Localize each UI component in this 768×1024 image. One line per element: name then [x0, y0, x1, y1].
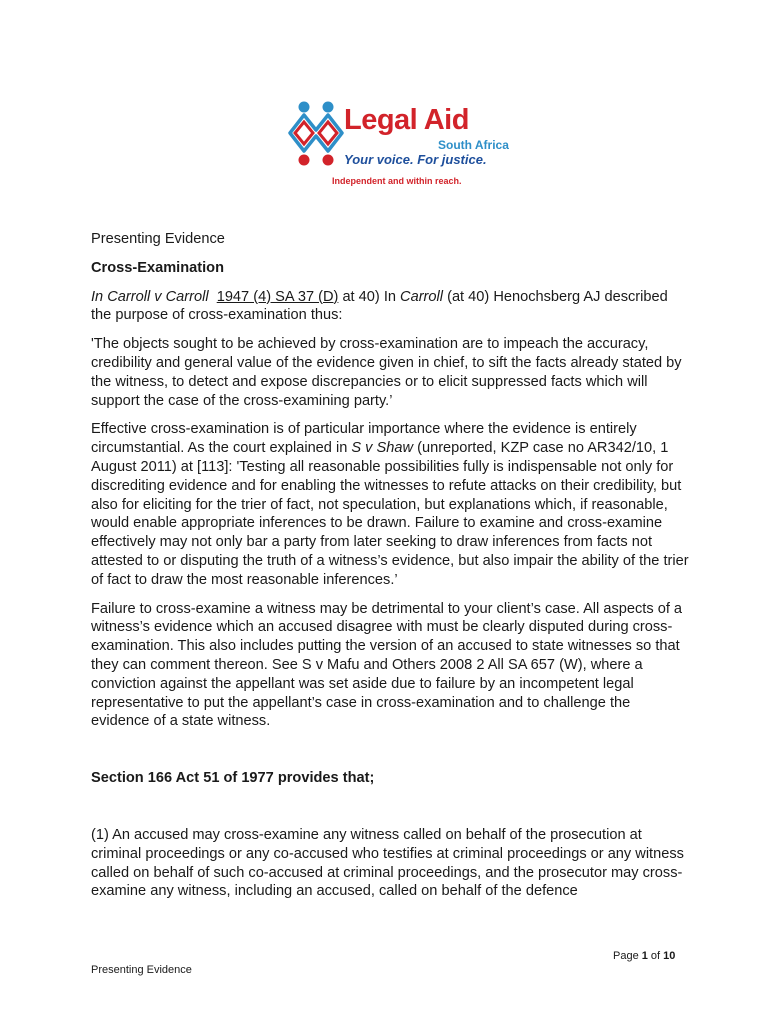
footer-title: Presenting Evidence — [91, 964, 192, 976]
case-name: In Carroll v Carroll — [91, 288, 209, 305]
document-heading: Presenting Evidence — [91, 231, 225, 247]
total-pages: 10 — [663, 950, 676, 962]
paragraph-failure: Failure to cross-examine a witness may be detrimental to your client’s case. All aspects of a witness’s evidence which an accused disagree with must be clearly disputed during cross-examination. This also includes putting the version of an accused to state witnesses so that they can comment thereon. See S v Mafu and Others 2008 2 All SA 657 (W), where a conviction against the appellant was set aside due to failure by an incompetent legal representative to put the appellant’s case in cross-examination and to challenge the evidence of a state witness. — [91, 600, 683, 730]
section-heading: Section 166 Act 51 of 1977 provides that; — [91, 770, 375, 787]
logo-tagline: Independent and within reach. — [332, 176, 462, 186]
logo-slogan: Your voice. For justice. — [344, 152, 487, 167]
paragraph-section-166: (1) An accused may cross-examine any witness called on behalf of the prosecution at criminal proceedings or any co-accused who testifies at criminal proceedings or any witness called on behalf of such co-accused at criminal proceedings, and the prosecutor may cross-examine any witness, including an accused, called on behalf of the defence — [91, 826, 684, 900]
logo-title: Legal Aid — [344, 104, 469, 136]
case-name: S v Shaw — [351, 440, 414, 457]
citation-link[interactable]: 1947 (4) SA 37 (D) — [216, 288, 339, 305]
current-page: 1 — [641, 950, 648, 962]
document-subheading: Cross-Examination — [91, 259, 224, 276]
logo-subtitle: South Africa — [438, 138, 509, 152]
legal-aid-logo — [286, 98, 509, 188]
paragraph-carroll: In Carroll v Carroll 1947 (4) SA 37 (D) at 40) In Carroll (at 40) Henochsberg AJ described the purpose of cross-examination thus: — [91, 288, 668, 324]
legal-aid-figures-icon — [286, 98, 346, 178]
document-body — [91, 230, 691, 901]
paragraph-quote: 'The objects sought to be achieved by cross-examination are to impeach the accuracy, credibility and general value of the evidence given in chief, to sift the facts already stated by the witness, to detect and expose discrepancies or to elicit suppressed facts which will support the case of the cross-examining party.’ — [91, 336, 682, 409]
paragraph-shaw: Effective cross-examination is of particular importance where the evidence is entirely circumstantial. As the court explained in S v Shaw (unreported, KZP case no AR342/10, 1 August 2011) at [113]: 'Testing all reasonable possibilities fully is indispensable not only for discrediting evidence and for enabling the witnesses to refute attacks on their credibility, but also for eliciting for the trier of fact, not speculation, but explanations which, if reasonable, would enable appropriate inferences to be drawn. Failure to examine and cross-examine effectively may not only bar a party from later seeking to draw inferences from facts not attested to or disputing the truth of a witness’s evidence, but also impair the ability of the trier of fact to draw the most reasonable inferences.’ — [91, 421, 689, 588]
page-number: Page 1 of 10 — [613, 950, 676, 962]
case-name: Carroll — [400, 288, 444, 305]
